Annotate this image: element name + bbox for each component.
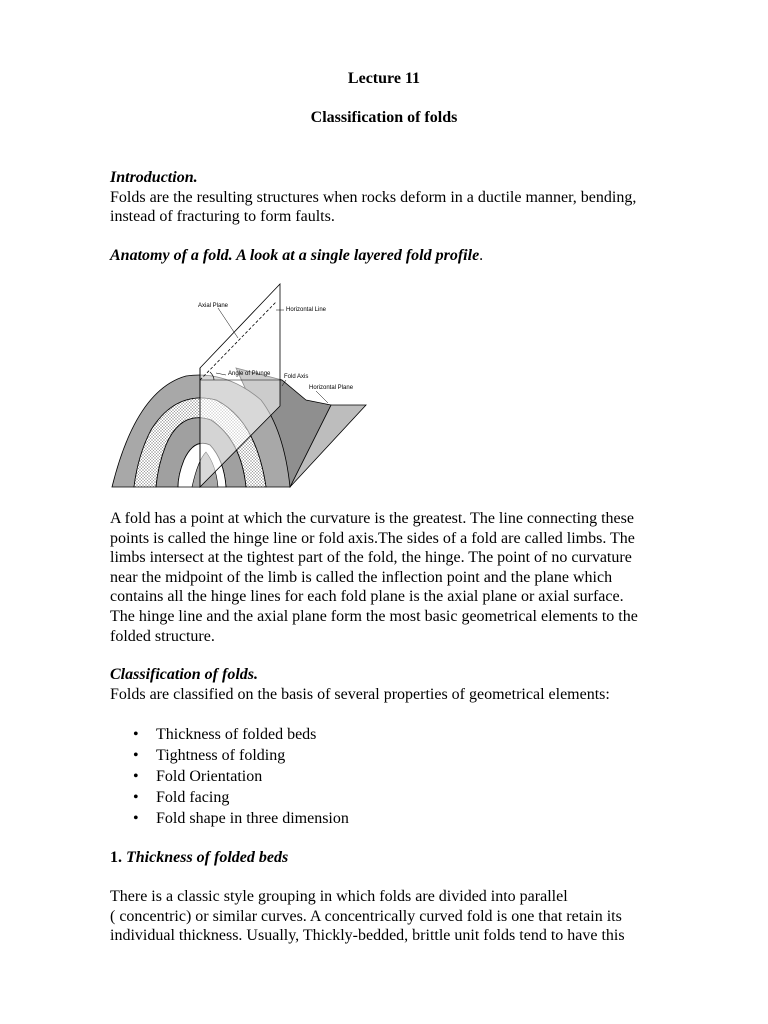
intro-line-2: instead of fracturing to form faults. — [110, 208, 335, 226]
section-1-paragraph — [110, 887, 710, 946]
classification-intro: Folds are classified on the basis of several properties of geometrical elements: — [110, 685, 610, 703]
label-horizontal-plane: Horizontal Plane — [309, 385, 354, 391]
anatomy-heading-period: . — [479, 247, 484, 264]
bullet: • — [133, 810, 139, 827]
label-horizontal-line: Horizontal Line — [286, 307, 327, 313]
label-angle-of-plunge: Angle of Plunge — [228, 371, 271, 377]
classification-list — [110, 724, 349, 829]
fold-description-line-6: The hinge line and the axial plane form the most basic geometrical elements to the — [110, 607, 638, 625]
main-title: Classification of folds — [310, 109, 458, 126]
bullet: • — [133, 768, 139, 785]
bullet: • — [133, 747, 139, 764]
fold-anatomy-figure — [106, 280, 370, 494]
classification-heading: Classification of folds. — [110, 666, 259, 683]
fold-description-line-5: contains all the hinge lines for each fold plane is the axial plane or axial surface. — [110, 588, 624, 606]
intro-line-1: Folds are the resulting structures when rocks deform in a ductile manner, bending, — [110, 188, 637, 206]
list-item: • Thickness of folded beds — [133, 726, 317, 743]
anatomy-heading: Anatomy of a fold. A look at a single layered fold profile — [110, 247, 480, 264]
anatomy-heading-block — [110, 246, 710, 266]
bullet: • — [133, 789, 139, 806]
list-item: • Fold Orientation — [133, 768, 263, 785]
fold-description-line-1: A fold has a point at which the curvature is the greatest. The line connecting these — [110, 510, 634, 527]
list-item: • Tightness of folding — [133, 747, 286, 764]
fold-description-line-7: folded structure. — [110, 627, 215, 645]
fold-description-line-4: near the midpoint of the limb is called the inflection point and the plane which — [110, 568, 613, 586]
section-1-heading: Thickness of folded beds — [126, 849, 289, 866]
section-1-line-3: individual thickness. Usually, Thickly-bedded, brittle unit folds tend to have this — [110, 927, 625, 945]
label-axial-plane: Axial Plane — [198, 303, 229, 309]
bullet: • — [133, 726, 139, 743]
fold-description-line-2: points is called the hinge line or fold axis.The sides of a fold are called limbs. The — [110, 529, 635, 547]
intro-heading: Introduction. — [110, 169, 198, 186]
section-1-line-2: ( concentric) or similar curves. A concentrically curved fold is one that retain its — [110, 907, 622, 925]
section-1-number: 1. — [110, 849, 122, 866]
lecture-title: Lecture 11 — [347, 70, 421, 87]
classification-section — [110, 665, 710, 704]
fold-description-line-3: limbs intersect at the tightest part of the fold, the hinge. The point of no curvature — [110, 549, 632, 567]
section-1-heading-block — [110, 848, 710, 868]
list-item: • Fold facing — [133, 789, 230, 806]
fold-description-paragraph — [110, 509, 710, 646]
intro-section — [110, 168, 710, 227]
label-fold-axis: Fold Axis — [284, 374, 309, 380]
list-item: • Fold shape in three dimension — [133, 810, 349, 827]
section-1-line-1: There is a classic style grouping in which folds are divided into parallel — [110, 888, 568, 905]
